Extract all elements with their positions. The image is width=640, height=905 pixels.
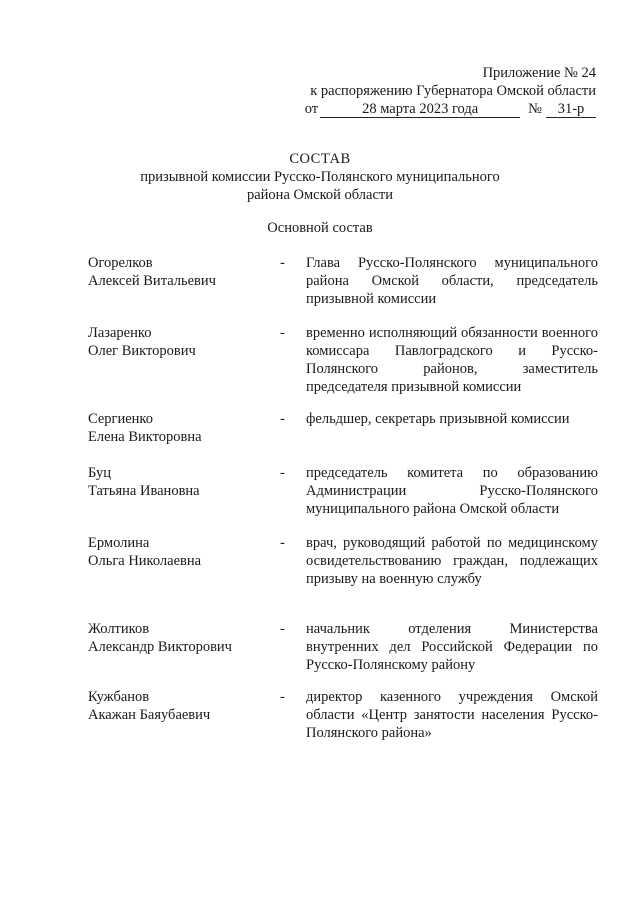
member-dash: - [280, 535, 285, 551]
appendix-reference: к распоряжению Губернатора Омской области [310, 83, 596, 99]
title-main: СОСТАВ [289, 151, 351, 167]
from-label: от [304, 101, 319, 117]
member-role: временно исполняющий обязанности военного комиссара Павлоградского и Русско-Полянского районов, заместитель председателя призывной комиссии [306, 325, 598, 395]
member-row [88, 410, 598, 446]
number-label: № [528, 101, 542, 117]
member-surname: Кужбанов [88, 689, 150, 705]
member-row [88, 688, 598, 742]
member-dash: - [280, 689, 285, 705]
member-surname: Огорелков [88, 255, 153, 271]
member-given-names: Татьяна Ивановна [88, 483, 200, 499]
member-role: фельдшер, секретарь призывной комиссии [306, 411, 570, 427]
member-role: Глава Русско-Полянского муниципального района Омской области, председатель призывной комиссии [306, 255, 598, 307]
appendix-header [305, 64, 596, 118]
member-row [88, 534, 598, 588]
document-title [0, 150, 640, 204]
member-name [88, 464, 280, 518]
member-given-names: Александр Викторович [88, 639, 232, 655]
member-role: директор казенного учреждения Омской области «Центр занятости населения Русско-Полянского района» [306, 689, 598, 741]
member-name [88, 620, 280, 674]
member-given-names: Алексей Витальевич [88, 273, 216, 289]
member-surname: Жолтиков [88, 621, 150, 637]
member-dash: - [280, 465, 285, 481]
member-surname: Сергиенко [88, 411, 153, 427]
appendix-number: Приложение № 24 [482, 65, 596, 81]
member-dash: - [280, 621, 285, 637]
member-row [88, 254, 598, 308]
title-line-2: призывной комиссии Русско-Полянского муниципального [140, 169, 500, 185]
member-dash: - [280, 255, 285, 271]
member-name [88, 534, 280, 588]
member-row [88, 620, 598, 674]
title-line-3: района Омской области [246, 187, 393, 203]
member-role: председатель комитета по образованию Администрации Русско-Полянского муниципального района Омской области [306, 465, 598, 517]
member-given-names: Елена Викторовна [88, 429, 202, 445]
section-subtitle: Основной состав [267, 220, 373, 236]
member-name [88, 410, 280, 446]
appendix-date-line [305, 100, 596, 118]
member-surname: Лазаренко [88, 325, 152, 341]
member-role: начальник отделения Министерства внутренних дел Российской Федерации по Русско-Полянскому району [306, 621, 598, 673]
member-dash: - [280, 325, 285, 341]
member-given-names: Олег Викторович [88, 343, 196, 359]
member-given-names: Акажан Баяубаевич [88, 707, 211, 723]
member-name [88, 688, 280, 742]
member-dash: - [280, 411, 285, 427]
member-name [88, 324, 280, 396]
member-name [88, 254, 280, 308]
member-given-names: Ольга Николаевна [88, 553, 202, 569]
order-number: 31-р [546, 101, 596, 118]
member-row [88, 324, 598, 396]
order-date: 28 марта 2023 года [320, 101, 520, 118]
member-role: врач, руководящий работой по медицинскому освидетельствованию граждан, подлежащих призыву на военную службу [306, 535, 598, 587]
member-row [88, 464, 598, 518]
member-surname: Ермолина [88, 535, 150, 551]
member-surname: Буц [88, 465, 111, 481]
